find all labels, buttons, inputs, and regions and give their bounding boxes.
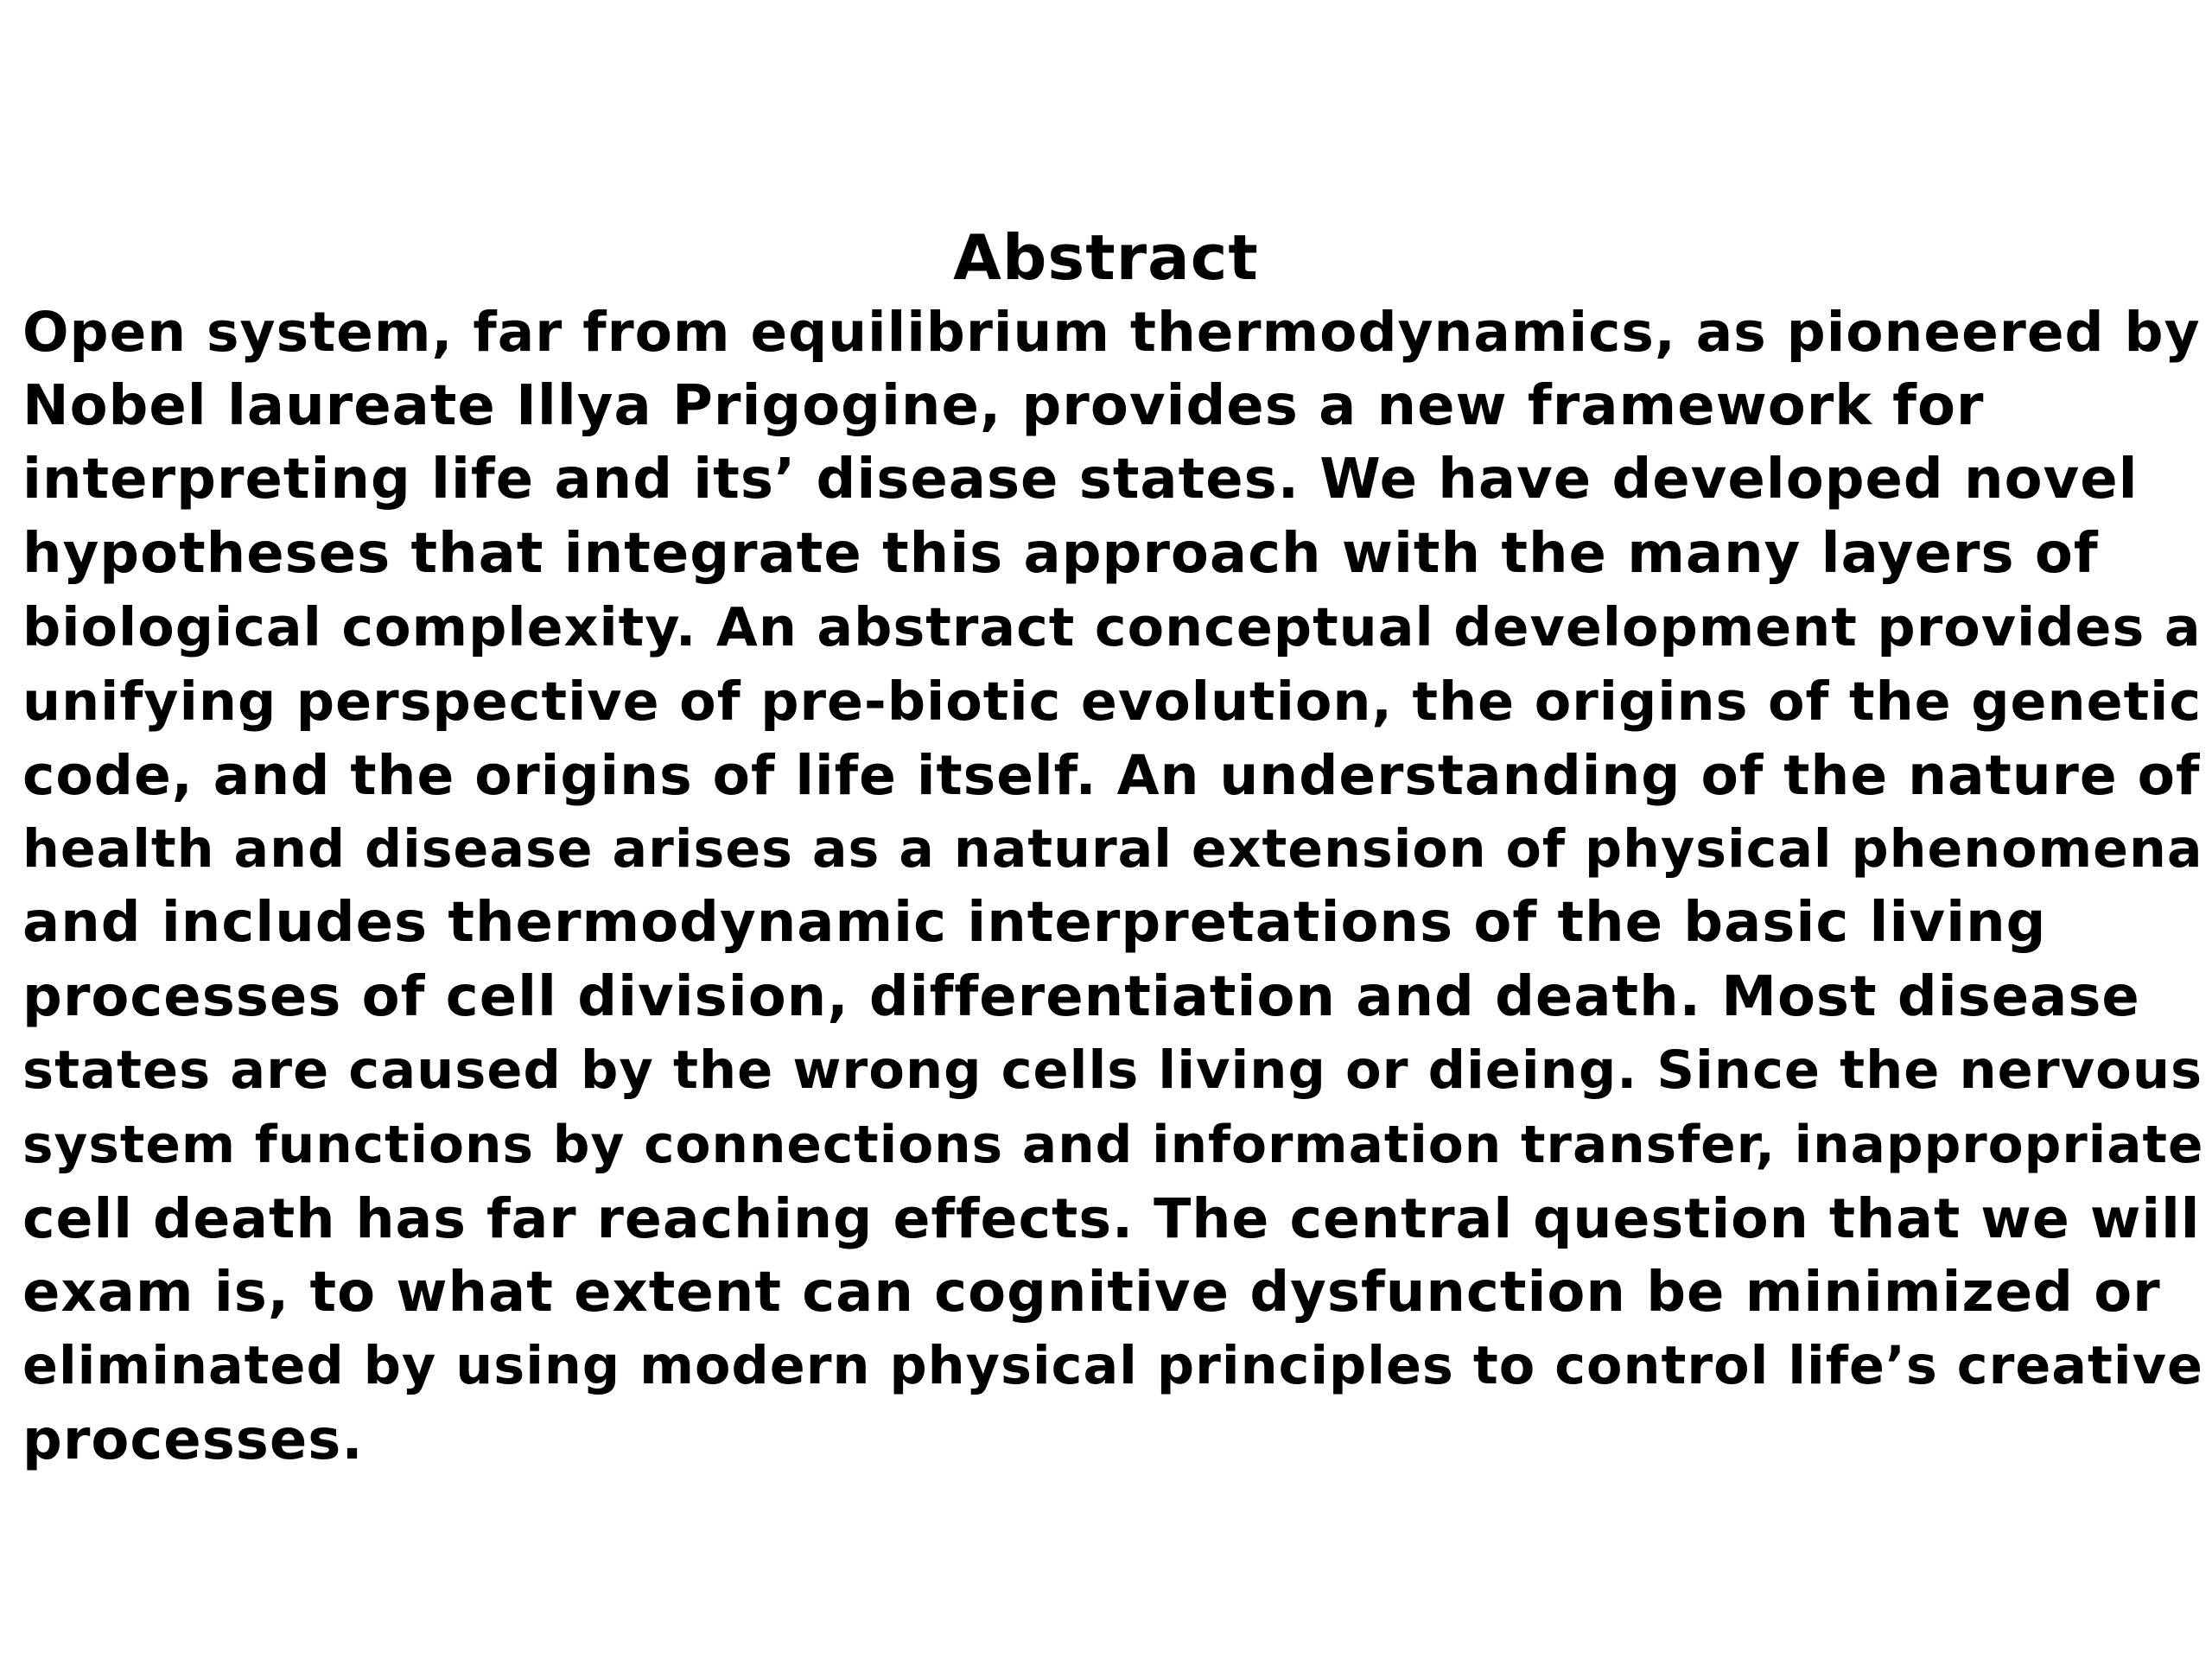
abstract-line: interpreting life and its’ disease states. We have developed novel: [22, 448, 2139, 512]
abstract-line: eliminated by using modern physical principles to control life’s creative: [22, 1336, 2203, 1396]
abstract-line: system functions by connections and information transfer, inappropriate: [22, 1115, 2204, 1175]
abstract-line: Open system, far from equilibrium thermodynamics, as pioneered by: [22, 301, 2201, 364]
abstract-body: [22, 296, 2204, 1478]
abstract-line: health and disease arises as a natural extension of physical phenomena: [22, 818, 2203, 880]
abstract-line: Nobel laureate Illya Prigogine, provides a new framework for: [22, 373, 1985, 438]
abstract-line: unifying perspective of pre-biotic evolution, the origins of the genetic: [22, 670, 2202, 733]
abstract-line: states are caused by the wrong cells living or dieing. Since the nervous: [22, 1040, 2203, 1101]
abstract-line: and includes thermodynamic interpretations of the basic living: [22, 891, 2047, 955]
abstract-line: processes of cell division, differentiation and death. Most disease: [22, 964, 2140, 1029]
abstract-line: hypotheses that integrate this approach with the many layers of: [22, 521, 2099, 586]
abstract-line: code, and the origins of life itself. An understanding of the nature of: [22, 743, 2201, 807]
abstract-line: cell death has far reaching effects. The central question that we will: [22, 1186, 2201, 1250]
abstract-title: Abstract: [953, 221, 1259, 294]
abstract-line: exam is, to what extent can cognitive dysfunction be minimized or: [22, 1260, 2161, 1325]
abstract-line: biological complexity. An abstract conceptual development provides a: [22, 596, 2202, 658]
abstract-line: processes.: [22, 1408, 364, 1472]
